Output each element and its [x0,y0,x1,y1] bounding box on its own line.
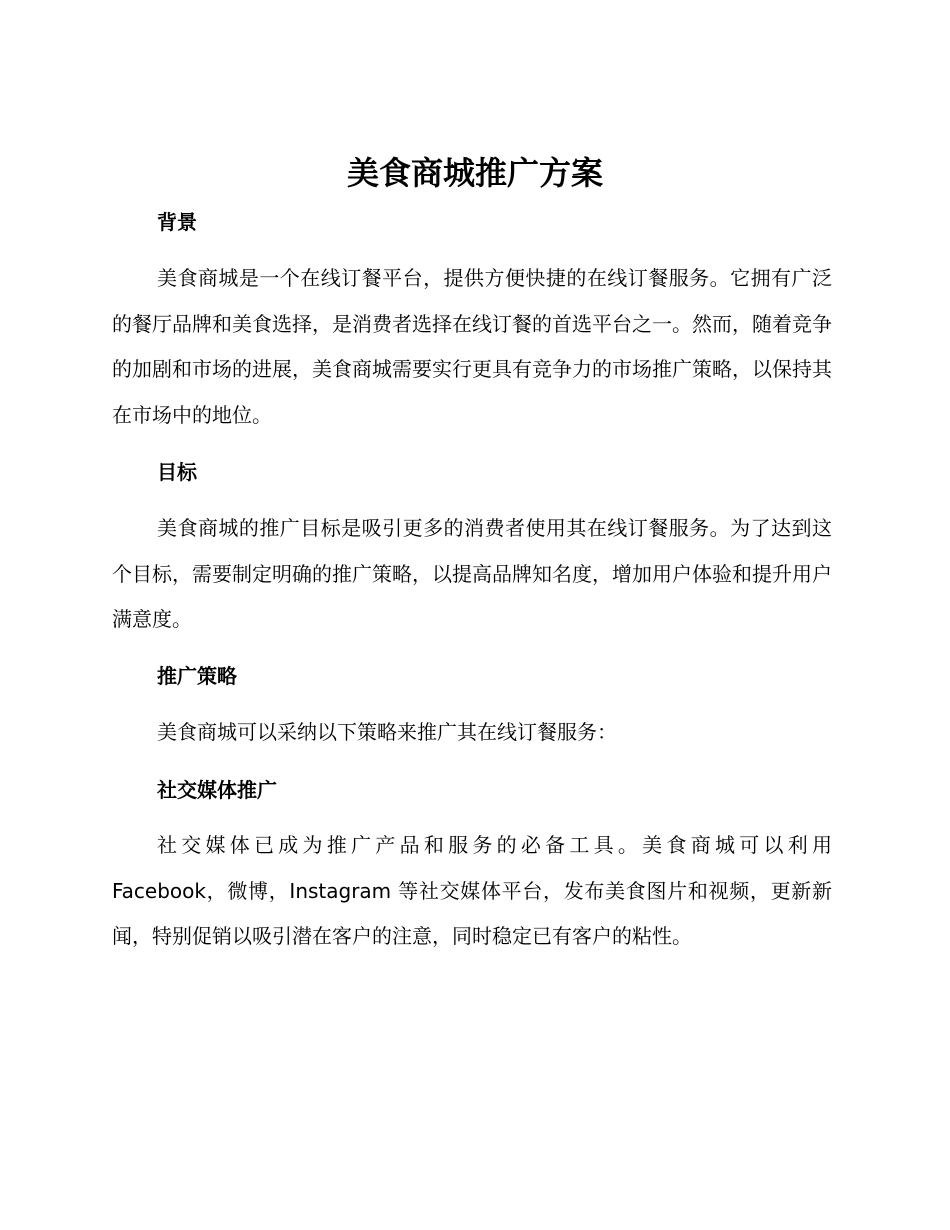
section-paragraph-background: 美食商城是一个在线订餐平台，提供方便快捷的在线订餐服务。它拥有广泛的餐厅品牌和美食选择，是消费者选择在线订餐的首选平台之一。然而，随着竞争的加剧和市场的进展，美食商城需要实行更具有竞争力的市场推广策略，以保持其在市场中的地位。 [112,266,832,427]
section-paragraph-social-media: 社交媒体已成为推广产品和服务的必备工具。美食商城可以利用 Facebook，微博，Instagram 等社交媒体平台，发布美食图片和视频，更新新闻，特别促销以吸引潜在客户的注意，同时稳定已有客户的粘性。 [112,833,832,948]
section-heading-strategy: 推广策略 [157,664,237,688]
section-paragraph-strategy: 美食商城可以采纳以下策略来推广其在线订餐服务： [157,720,617,744]
section-paragraph-goal: 美食商城的推广目标是吸引更多的消费者使用其在线订餐服务。为了达到这个目标，需要制定明确的推广策略，以提高品牌知名度，增加用户体验和提升用户满意度。 [112,516,832,631]
document-title: 美食商城推广方案 [346,154,603,192]
section-heading-background: 背景 [157,210,197,234]
section-heading-social-media: 社交媒体推广 [157,778,277,802]
section-heading-goal: 目标 [157,460,197,484]
